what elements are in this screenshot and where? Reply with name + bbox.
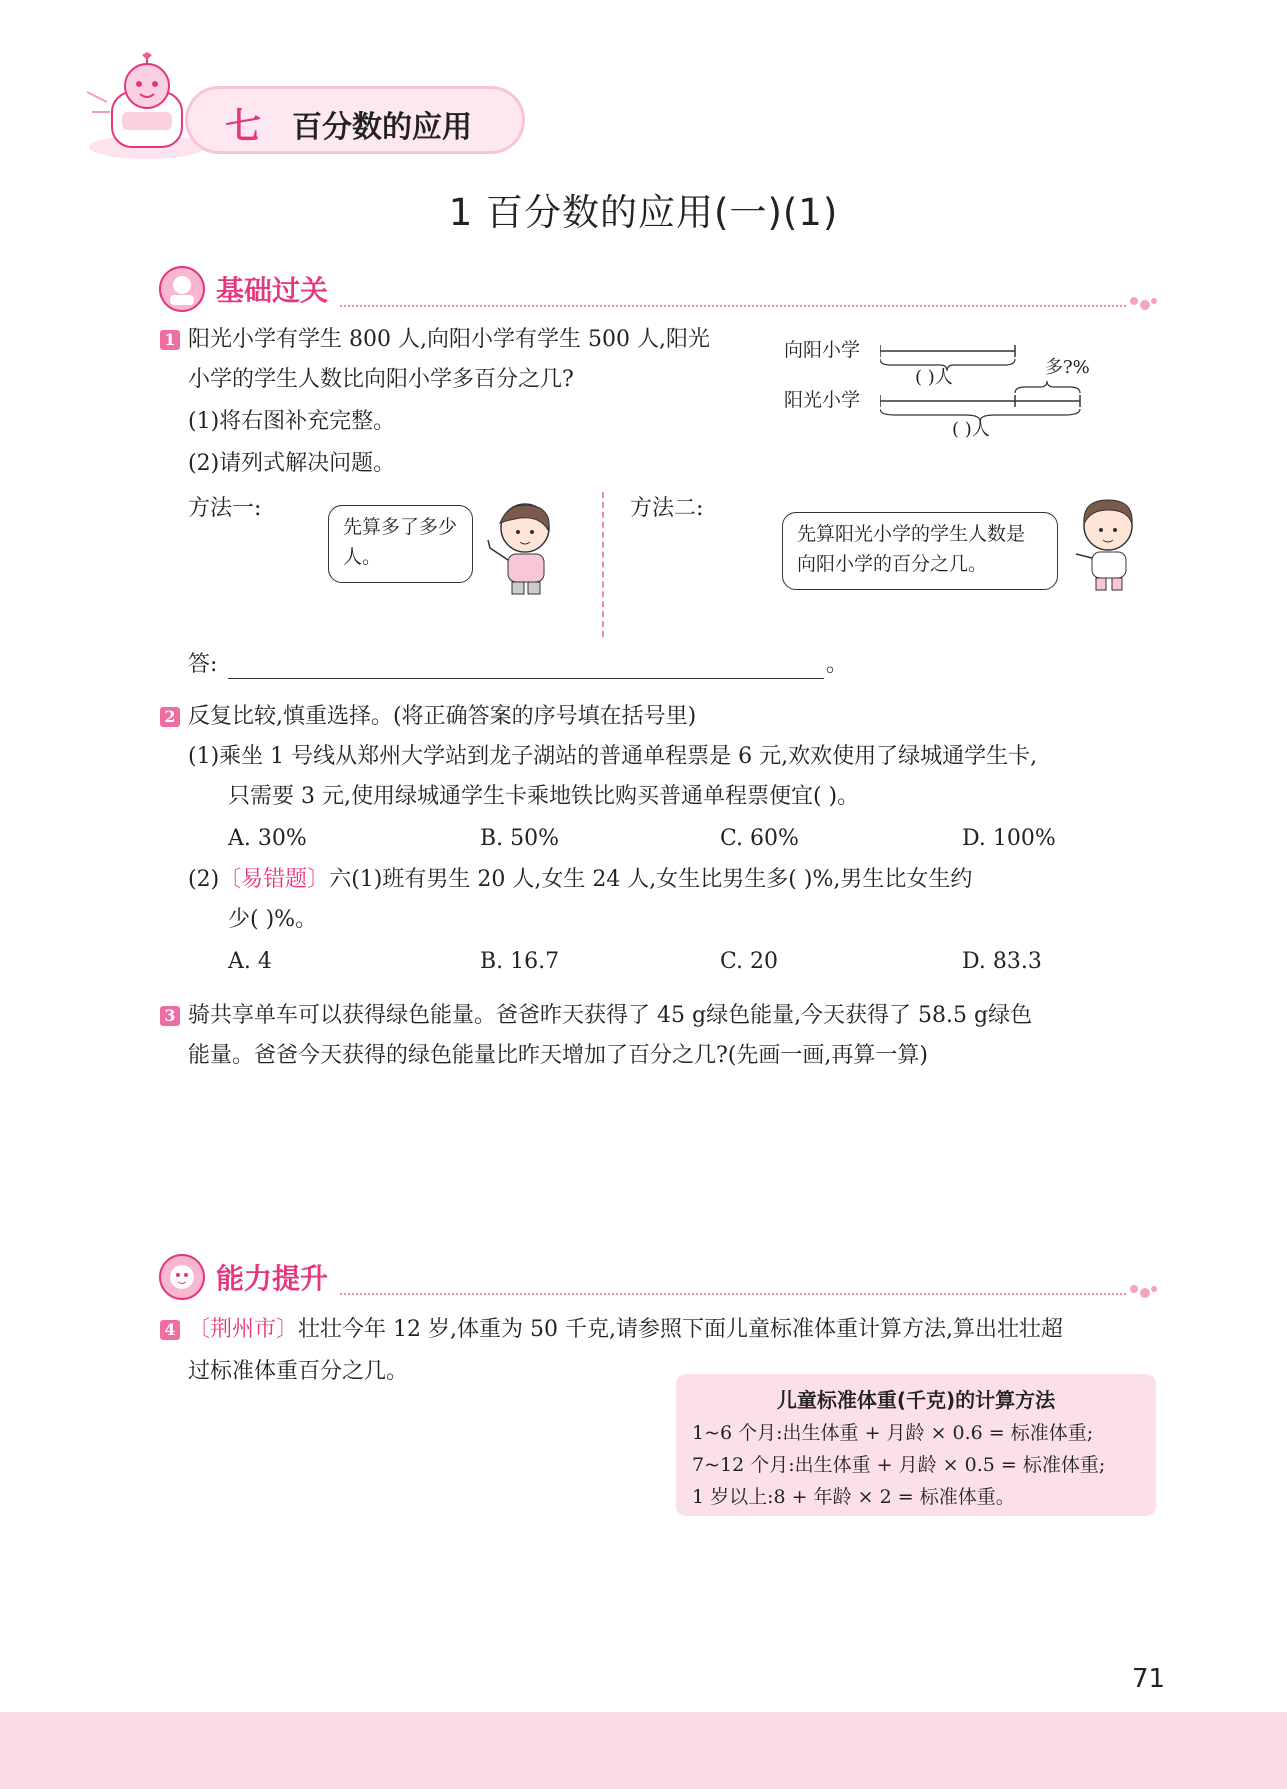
dots-decoration-icon [1128,293,1158,313]
diagram-more-label: 多?% [1045,357,1090,378]
sub-question: (1)将右图补充完整。 [188,409,396,434]
lesson-title: 1 百分数的应用(一)(1) [448,191,839,234]
question-text: 阳光小学有学生 800 人,向阳小学有学生 500 人,阳光 [188,327,710,352]
box-line: 1~6 个月:出生体重 + 月龄 × 0.6 = 标准体重; [692,1422,1094,1444]
method-2-label: 方法二: [630,496,704,521]
diagram-blank-bottom: ( )人 [952,419,990,440]
diagram-label-bottom: 阳光小学 [784,389,861,411]
sub-question: 少( )%。 [228,907,318,932]
question-3 [160,1001,1160,1081]
chapter-header [0,0,1287,170]
question-number: 4 [160,1320,180,1340]
question-text: 反复比较,慎重选择。(将正确答案的序号填在括号里) [188,704,697,729]
sub-question-prefix: (2) [188,867,220,892]
sub-question: (1)乘坐 1 号线从郑州大学站到龙子湖站的普通单程票是 6 元,欢欢使用了绿城通学生卡, [188,744,1038,769]
error-prone-tag: 〔易错题〕 [219,867,330,892]
segment-diagram [780,335,1130,445]
section-header-advanced [158,1253,1158,1303]
question-text [188,1315,1063,1345]
student-badge-icon [158,265,206,313]
page-number: 71 [1132,1664,1166,1694]
answer-blank[interactable] [228,678,824,679]
section-divider [340,305,1126,307]
region-tag: 〔荆州市〕 [188,1317,299,1342]
option[interactable]: C. 20 [720,949,779,974]
section-header-basic [158,265,1158,315]
diagram-blank-top: ( )人 [915,367,953,388]
question-body: 壮壮今年 12 岁,体重为 50 千克,请参照下面儿童标准体重计算方法,算出壮壮超 [298,1317,1063,1342]
bubble-text: 先算阳光小学的学生人数是向阳小学的百分之几。 [797,523,1026,575]
monkey-badge-icon [158,1253,206,1301]
answer-label: 答: [188,652,218,677]
question-text: 小学的学生人数比向阳小学多百分之几? [188,367,574,392]
option[interactable]: B. 50% [480,826,560,851]
method-1-label: 方法一: [188,496,262,521]
bottom-band [0,1712,1287,1789]
question-number: 1 [160,330,180,350]
box-line: 1 岁以上:8 + 年龄 × 2 = 标准体重。 [692,1486,1015,1508]
section-title-basic: 基础过关 [216,274,329,307]
sub-question: 只需要 3 元,使用绿城通学生卡乘地铁比购买普通单程票便宜( )。 [228,784,860,809]
chapter-title: 百分数的应用 [292,110,472,145]
question-text: 骑共享单车可以获得绿色能量。爸爸昨天获得了 45 g绿色能量,今天获得了 58.5 g绿色 [188,1003,1033,1028]
option[interactable]: A. 30% [228,826,307,851]
question-text: 过标准体重百分之几。 [188,1359,409,1384]
question-number: 2 [160,707,180,727]
question-text: 能量。爸爸今天获得的绿色能量比昨天增加了百分之几?(先画一画,再算一算) [188,1043,928,1068]
option[interactable]: C. 60% [720,826,799,851]
option[interactable]: D. 100% [962,826,1056,851]
option[interactable]: A. 4 [228,949,272,974]
girl-character-icon [1068,494,1148,594]
question-number: 3 [160,1006,180,1026]
method-1-bubble [328,505,473,583]
bubble-text: 先算多了多少人。 [343,516,458,568]
box-line: 7~12 个月:出生体重 + 月龄 × 0.5 = 标准体重; [692,1454,1106,1476]
dots-decoration-icon [1128,1281,1158,1301]
question-2 [160,702,1160,982]
sub-question: (2)请列式解决问题。 [188,451,396,476]
chapter-number: 七 [225,106,262,147]
section-divider [340,1293,1126,1295]
method-2-bubble [782,512,1058,590]
boy-character-icon [480,498,560,598]
box-title: 儿童标准体重(千克)的计算方法 [776,1388,1056,1412]
sub-question [188,865,972,895]
answer-period: 。 [826,652,849,677]
method-divider [602,492,604,637]
option[interactable]: B. 16.7 [480,949,560,974]
section-title-advanced: 能力提升 [216,1262,329,1295]
sub-question-body: 六(1)班有男生 20 人,女生 24 人,女生比男生多( )%,男生比女生约 [329,867,973,892]
diagram-label-top: 向阳小学 [784,339,861,361]
standard-weight-box [676,1374,1156,1516]
option[interactable]: D. 83.3 [962,949,1042,974]
